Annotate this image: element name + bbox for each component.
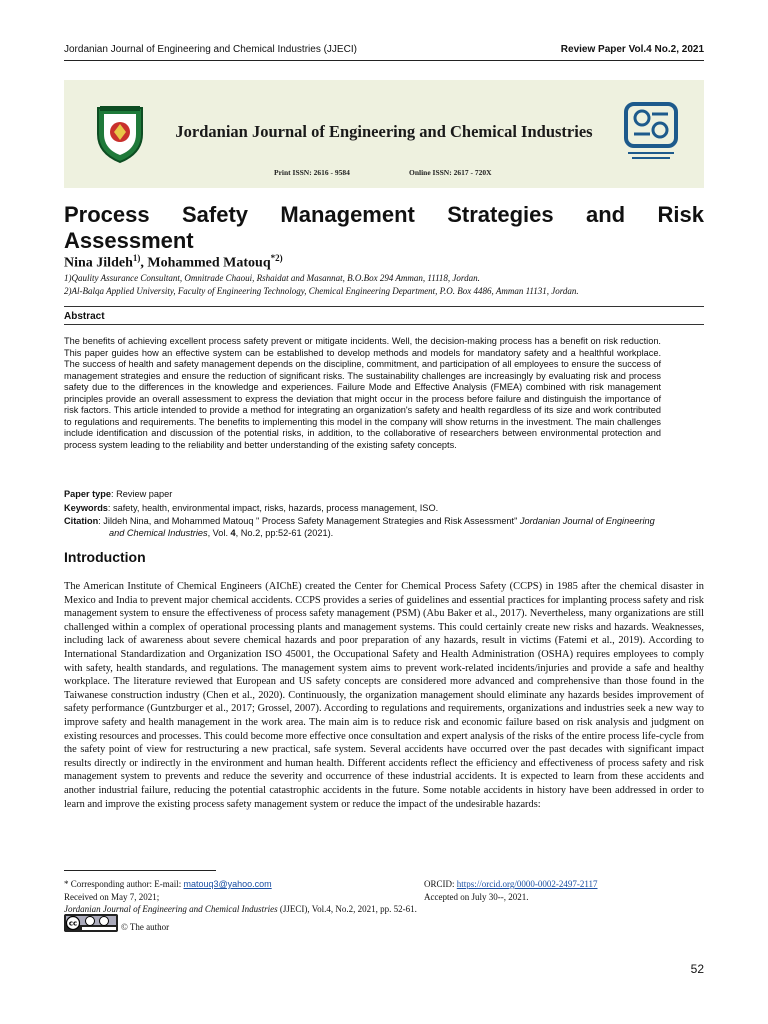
- running-head-journal: Jordanian Journal of Engineering and Chemical Industries (JJECI): [64, 44, 357, 55]
- print-issn: Print ISSN: 2616 - 9584: [274, 168, 350, 177]
- svg-text:cc: cc: [68, 919, 78, 928]
- citation-journal: Jordanian Journal of Engineering: [519, 516, 655, 526]
- introduction-text: The American Institute of Chemical Engineers (AIChE) created the Center for Chemical Process Safety (CCPS) in 1985 after the chemical disaster in Mexico and India to prevent major chemical accidents. CCPS provides a series of guidelines and essential practices for implanting process safety and risk management system to ensure the effectiveness of process safety management (PSM) (Abu Baker et al., 2017). Nevertheless, many organizations are still challenged within a complex of operational processing plants and management systems. This could certainly create new risks and hazards. Weaknesses, including lack of awareness about severe chemical hazards and poor preparation of any hazards, result in victims (Fatemi et al., 2019). According to International Standardization and Organization ISO 45001, the Occupational Safety and Health Administration (OSHA) requires employees to comply with safety, health standards, and regulations. The management system aims to prevent work-related incidents/injuries and provide a safe and healthy workplace. The literature reviewed that European and US safety concepts are considered more advanced and comprehensive than those found in the Taiwanese construction industry (Chen et al., 2020). Continuously, the organization management should eliminate any hazards besides improvement of safety performance (Guntzburger et al., 2017; Grossel, 2007). According to regulations and requirements, organizations and industries seek a new way to improve safety and health management in the work area. The main aim is to reduce risk and economic failure based on risk analysis and judgment on existing resources and processes. This could become more effective once consultation and expert analysis of the risks of the entire process life-cycle from the safety point of view for restructuring a new practical, safe system. Several accidents have occurred over the past decades with significant impact results directly or indirectly in the environment and human health. Different accidents reflect the efficiency and effectiveness of process safety and risk management system to prevents and reduce the severity and occurrence of these industrial accidents. It is expected to learn from these accidents and another industrial failure, reducing the potential catastrophic accidents in the future. Some notable accidents in history have been addressed in order to learn and improve the existing process safety management system or reduce the impact of the undesirable hazards:: [64, 581, 704, 810]
- journal-reference-title: Jordanian Journal of Engineering and Chemical Industries: [64, 904, 278, 914]
- paper-type-label: Paper type: [64, 489, 111, 499]
- keywords-label: Keywords: [64, 503, 108, 513]
- header-rule: [64, 60, 704, 61]
- citation-journal-cont: and Chemical Industries: [109, 527, 208, 538]
- received-date: Received on May 7, 2021;: [64, 892, 160, 902]
- footnote-rule: [64, 870, 216, 871]
- title-word: Safety: [181, 202, 249, 227]
- copyright-author: © The author: [121, 922, 170, 932]
- author-name: Mohammed Matouq: [147, 255, 271, 271]
- cc-by-nc-icon: [64, 914, 118, 932]
- article-title-line1: [64, 202, 704, 228]
- paper-type: [64, 489, 704, 501]
- paper-type-value: : Review paper: [110, 489, 173, 499]
- affiliation: 2)Al-Balqa Applied University, Faculty of Engineering Technology, Chemical Engineering Department, P.O. Box 4486, Amman 11131, Jordan.: [64, 286, 579, 296]
- abstract-rule-bottom: [64, 324, 704, 325]
- citation: [64, 516, 704, 539]
- corresponding-author-label: * Corresponding author: E-mail:: [64, 879, 184, 889]
- title-word: Risk: [657, 202, 704, 227]
- title-word: and: [585, 202, 626, 227]
- citation-label: Citation: [64, 516, 99, 526]
- title-word: Management: [280, 202, 415, 227]
- abstract-text: The benefits of achieving excellent process safety prevent or mitigate incidents. Well, the decision-making process has a benefit on risk reduction. This paper guides how an effective system can be established to develop methods and models for mandatory safety and a healthful workplace. The success of health and safety management depends on the discipline, commitment, and participation of all employees to ensure the success of management strategies and ensure the reduction of significant risks. The sustainability challenges are increasingly by evaluating risk and process safety due to the differences in the knowledge and experiences. Failure Mode and Effective Analysis (FMEA) combined with risk management principles provide an overall assessment to express the deviation that might occur in the process before failure and distinguish the importance of risk factors. This article intended to provide a method for integrating an organization's safety and health regardless of its size and work contributed to regulations and requirements. The benefits to implementing this model in the company will show returns in the investment. The main challenges include identification and discussion of the potential risks, in addition, to the collaborative of researchers between environmental protection and process system leading to the reliability and better understanding of the existing safety concepts.: [64, 336, 661, 450]
- author-name: Nina Jildeh: [64, 255, 133, 271]
- research-fund-logo-icon: [622, 102, 680, 164]
- introduction-heading: Introduction: [64, 549, 146, 565]
- journal-banner: [64, 80, 704, 188]
- citation-text: : Jildeh Nina, and Mohammed Matouq " Process Safety Management Strategies and Risk Assessment": [98, 516, 520, 526]
- author-affiliation-mark: 1): [132, 253, 141, 263]
- running-head: [64, 44, 704, 58]
- title-word: Process: [64, 202, 150, 227]
- author-email-link[interactable]: matouq3@yahoo.com: [183, 879, 272, 889]
- article-title: [64, 202, 704, 254]
- keywords: [64, 503, 704, 515]
- journal-reference: [64, 904, 417, 914]
- title-word: Strategies: [447, 202, 554, 227]
- abstract-heading: Abstract: [64, 311, 105, 322]
- journal-reference-details: (JJECI), Vol.4, No.2, 2021, pp. 52-61.: [277, 904, 417, 914]
- author-affiliation-mark: *2): [270, 253, 283, 263]
- affiliation: 1)Qaulity Assurance Consultant, Omnitrade Chaoui, Rshaidat and Masannat, B.O.Box 294 Amman, 11118, Jordan.: [64, 273, 480, 283]
- author-list: [64, 253, 283, 272]
- author-separator: ,: [140, 255, 148, 271]
- citation-rest: , No.2, pp:52-61 (2021).: [235, 527, 334, 538]
- running-head-issue: Review Paper Vol.4 No.2, 2021: [560, 44, 704, 55]
- citation-volume: 4: [230, 527, 236, 538]
- keywords-value: : safety, health, environmental impact, risks, hazards, process management, ISO.: [107, 503, 439, 513]
- abstract-rule-top: [64, 306, 704, 307]
- banner-journal-title: Jordanian Journal of Engineering and Chemical Industries: [175, 122, 593, 141]
- online-issn: Online ISSN: 2617 - 720X: [409, 168, 492, 177]
- accepted-date: Accepted on July 30--, 2021.: [424, 892, 529, 902]
- orcid-link[interactable]: https://orcid.org/0000-0002-2497-2117: [456, 879, 598, 889]
- citation-vol-prefix: , Vol.: [207, 527, 231, 538]
- corresponding-author: [64, 879, 272, 889]
- page-number: 52: [690, 962, 704, 976]
- article-title-line2: Assessment: [64, 228, 194, 253]
- orcid: [424, 879, 598, 889]
- orcid-label: ORCID:: [424, 879, 457, 889]
